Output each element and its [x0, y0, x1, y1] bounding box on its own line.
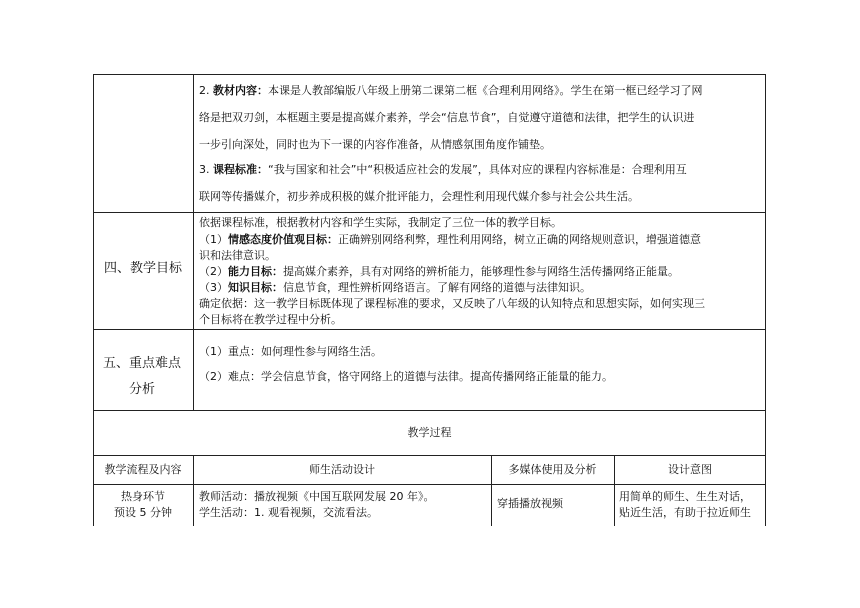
table-cell: 穿插播放视频	[497, 497, 563, 510]
goals-intro: 依据课程标准，根据教材内容和学生实际，我制定了三位一体的教学目标。	[199, 216, 562, 229]
table-cell: 用简单的师生、生生对话，	[619, 490, 751, 503]
standard-paragraph-line	[199, 163, 687, 177]
goal-text: 提高媒介素养，具有对网络的辨析能力，能够理性参与网络生活传播网络正能量。	[283, 265, 679, 278]
keypoints-heading: 五、重点难点	[103, 356, 182, 371]
process-title: 教学过程	[407, 426, 452, 439]
column-header: 教学流程及内容	[104, 463, 182, 476]
goal-text: 信息节食，理性辨析网络语言。了解有网络的道德与法律知识。	[283, 281, 591, 294]
standard-label: 课程标准：	[213, 163, 268, 176]
material-text: 本课是人教部编版八年级上册第二课第二框《合理利用网络》。学生在第一框已经学习了网	[268, 84, 703, 97]
material-label: 教材内容：	[213, 84, 268, 97]
standard-text: “我与国家和社会”中“积极适应社会的发展”，具体对应的课程内容标准是：合理利用互	[268, 163, 687, 176]
table-border-left	[93, 74, 94, 526]
goals-heading: 四、教学目标	[104, 261, 183, 276]
column-header: 师生活动设计	[309, 463, 375, 476]
material-paragraph-line: 络是把双刃剑，本框题主要是提高媒介素养，学会“信息节食”，自觉遵守道德和法律，把学生的认识进	[199, 111, 695, 124]
key-point: （1）重点：如何理性参与网络生活。	[199, 345, 382, 358]
goal-label: 知识目标：	[228, 281, 283, 294]
keypoints-heading: 分析	[129, 382, 156, 397]
table-cell: 学生活动：1. 观看视频，交流看法。	[199, 506, 378, 519]
table-border-right	[765, 74, 766, 526]
goal-line	[199, 233, 701, 247]
material-paragraph-line	[199, 84, 703, 98]
goals-basis: 个目标将在教学过程中分析。	[199, 313, 342, 326]
goals-basis: 确定依据：这一教学目标既体现了课程标准的要求，又反映了八年级的认知特点和思想实际，如何实现三	[199, 297, 705, 310]
goal-text: 正确辨别网络利弊，理性利用网络，树立正确的网络规则意识，增强道德意	[338, 233, 701, 246]
table-border-top	[93, 74, 766, 75]
table-cell: 教师活动：播放视频《中国互联网发展 20 年》。	[199, 490, 435, 503]
goal-line	[199, 281, 591, 295]
goal-label: 情感态度价值观目标：	[228, 233, 338, 246]
goal-prefix: （1）	[199, 233, 228, 246]
column-header: 设计意图	[668, 463, 712, 476]
table-column-divider	[193, 74, 194, 410]
row-divider	[93, 410, 766, 411]
goal-prefix: （2）	[199, 265, 228, 278]
row-divider	[93, 329, 766, 330]
row-divider	[93, 212, 766, 213]
goal-line: 识和法律意识。	[199, 249, 276, 262]
goal-prefix: （3）	[199, 281, 228, 294]
goal-label: 能力目标：	[228, 265, 283, 278]
table-cell: 贴近生活，有助于拉近师生	[619, 506, 751, 519]
difficult-point: （2）难点：学会信息节食，恪守网络上的道德与法律。提高传播网络正能量的能力。	[199, 370, 613, 383]
table-cell: 热身环节	[121, 490, 165, 503]
column-header: 多媒体使用及分析	[508, 463, 597, 476]
standard-number: 3.	[199, 163, 210, 176]
goal-line	[199, 265, 679, 279]
material-number: 2.	[199, 84, 210, 97]
material-paragraph-line: 一步引向深处，同时也为下一课的内容作准备，从情感氛围角度作铺垫。	[199, 138, 551, 151]
table-cell: 预设 5 分钟	[114, 506, 172, 519]
standard-paragraph-line: 联网等传播媒介，初步养成积极的媒介批评能力，会理性利用现代媒介参与社会公共生活。	[199, 190, 639, 203]
